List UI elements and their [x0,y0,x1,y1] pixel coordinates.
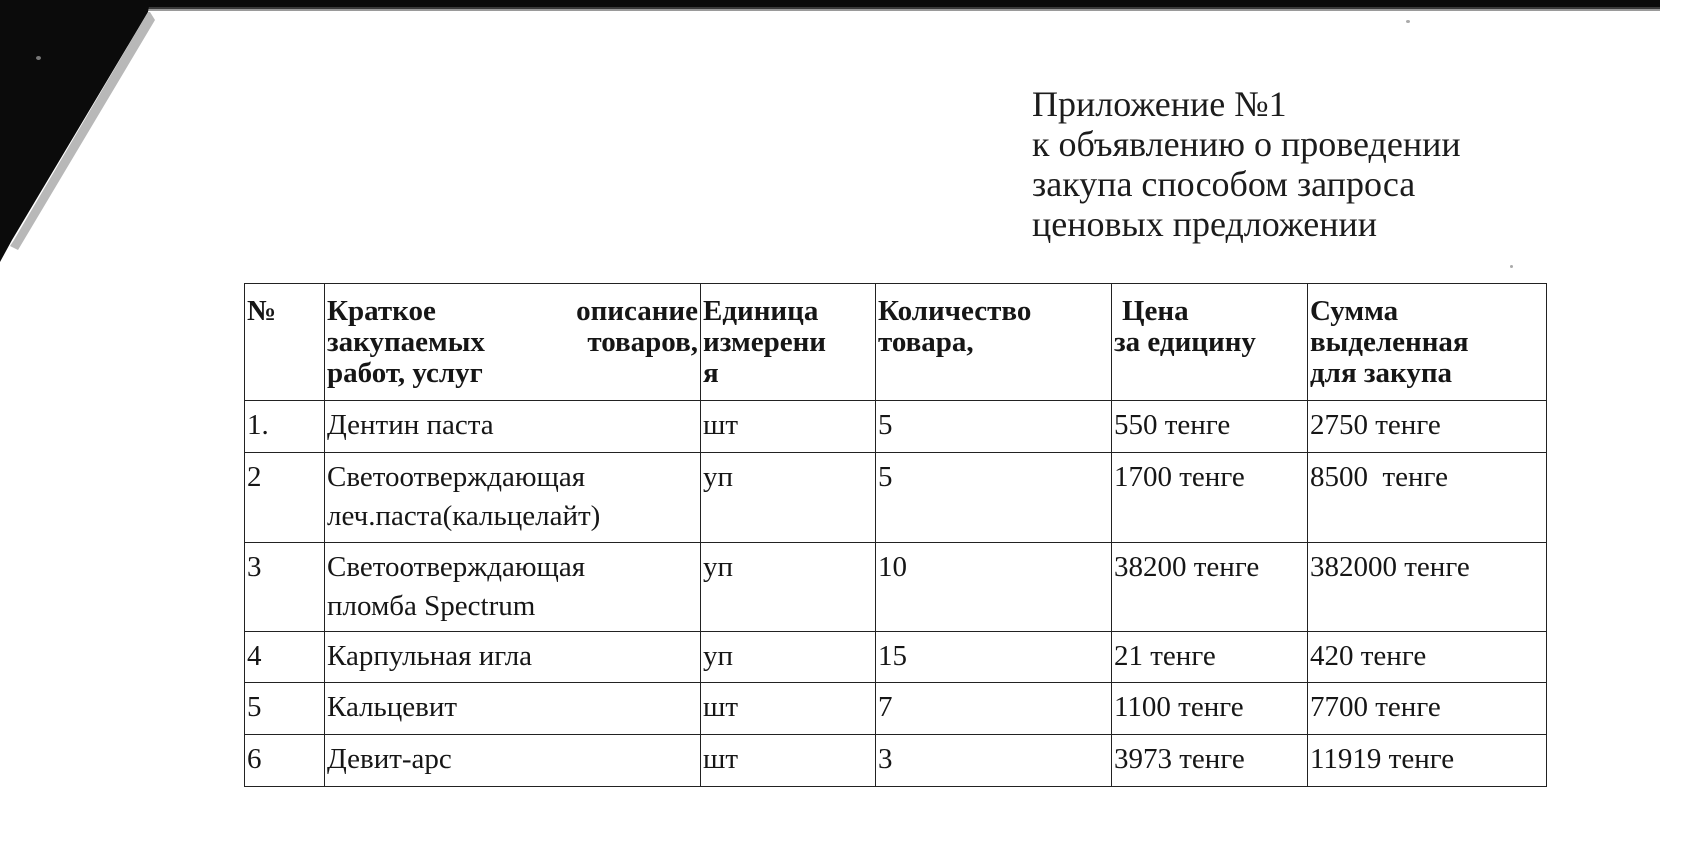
header-description [325,284,701,401]
cell-sum: 11919 тенге [1308,735,1547,787]
cell-name [325,632,701,683]
header-unit-line: я [703,357,719,389]
header-sum-line: выделенная [1310,326,1469,358]
cell-quantity: 10 [876,543,1112,632]
cell-number: 5 [245,683,325,735]
cell-name [325,683,701,735]
cell-name-line: Карпульная игла [327,640,533,672]
header-sum [1308,284,1547,401]
cell-number: 4 [245,632,325,683]
procurement-table [244,283,1547,787]
cell-quantity: 3 [876,735,1112,787]
cell-sum: 8500 тенге [1308,453,1547,543]
table-row [245,735,1547,787]
header-description-line [327,327,698,358]
table-row [245,632,1547,683]
cell-name-line: Девит-арс [327,743,452,775]
cell-sum: 2750 тенге [1308,401,1547,453]
header-unit [701,284,876,401]
header-description-line: работ, услуг [327,357,483,389]
cell-sum: 420 тенге [1308,632,1547,683]
cell-sum: 7700 тенге [1308,683,1547,735]
scan-speck [1406,20,1410,23]
annex-line: закупа способом запроса [1032,164,1416,204]
cell-unit: уп [701,632,876,683]
header-description-word: Краткое [327,295,436,327]
cell-name [325,401,701,453]
annex-heading [1032,84,1461,244]
cell-name [325,735,701,787]
header-price [1112,284,1308,401]
header-quantity-line: Количество [878,295,1032,327]
header-sum-line: Сумма [1310,295,1399,327]
cell-number: 6 [245,735,325,787]
cell-name-line: леч.паста(кальцелайт) [327,500,601,532]
scan-speck [36,56,41,60]
cell-price: 21 тенге [1112,632,1308,683]
cell-name-line: Кальцевит [327,691,458,723]
cell-unit: уп [701,543,876,632]
cell-unit: шт [701,401,876,453]
cell-quantity: 15 [876,632,1112,683]
cell-quantity: 5 [876,453,1112,543]
table-row [245,683,1547,735]
header-sum-line: для закупа [1310,357,1453,389]
cell-name-line: Светоотверждающая [327,461,586,493]
scan-shadow [0,0,150,262]
header-description-word: закупаемых [327,326,485,358]
header-unit-line: Единица [703,295,819,327]
cell-price: 550 тенге [1112,401,1308,453]
cell-name [325,453,701,543]
header-price-line: за едицину [1114,326,1256,358]
cell-name-line: Дентин паста [327,409,494,441]
cell-number: 1. [245,401,325,453]
cell-name [325,543,701,632]
cell-unit: шт [701,735,876,787]
cell-number: 2 [245,453,325,543]
table-header-row [245,284,1547,401]
cell-quantity: 5 [876,401,1112,453]
cell-quantity: 7 [876,683,1112,735]
table-row [245,453,1547,543]
cell-sum: 382000 тенге [1308,543,1547,632]
scan-left-edge [0,0,160,280]
cell-price: 38200 тенге [1112,543,1308,632]
cell-price: 1700 тенге [1112,453,1308,543]
table-row [245,401,1547,453]
header-description-word: товаров, [587,326,698,358]
header-description-word: описание [576,295,698,327]
scan-speck [1510,265,1513,268]
annex-line: ценовых предложении [1032,204,1378,244]
cell-price: 1100 тенге [1112,683,1308,735]
scan-top-edge [0,0,1660,11]
cell-unit: уп [701,453,876,543]
cell-number: 3 [245,543,325,632]
header-price-line: Цена [1122,295,1189,327]
header-number: № [245,284,325,401]
header-description-line [327,296,698,327]
cell-unit: шт [701,683,876,735]
annex-line: к объявлению о проведении [1032,124,1461,164]
header-unit-line: измерени [703,326,826,358]
header-quantity-line: товара, [878,326,974,358]
table-row [245,543,1547,632]
cell-name-line: Светоотверждающая [327,551,586,583]
header-quantity [876,284,1112,401]
cell-name-line: пломба Spectrum [327,590,536,622]
cell-price: 3973 тенге [1112,735,1308,787]
annex-line: Приложение №1 [1032,84,1287,124]
